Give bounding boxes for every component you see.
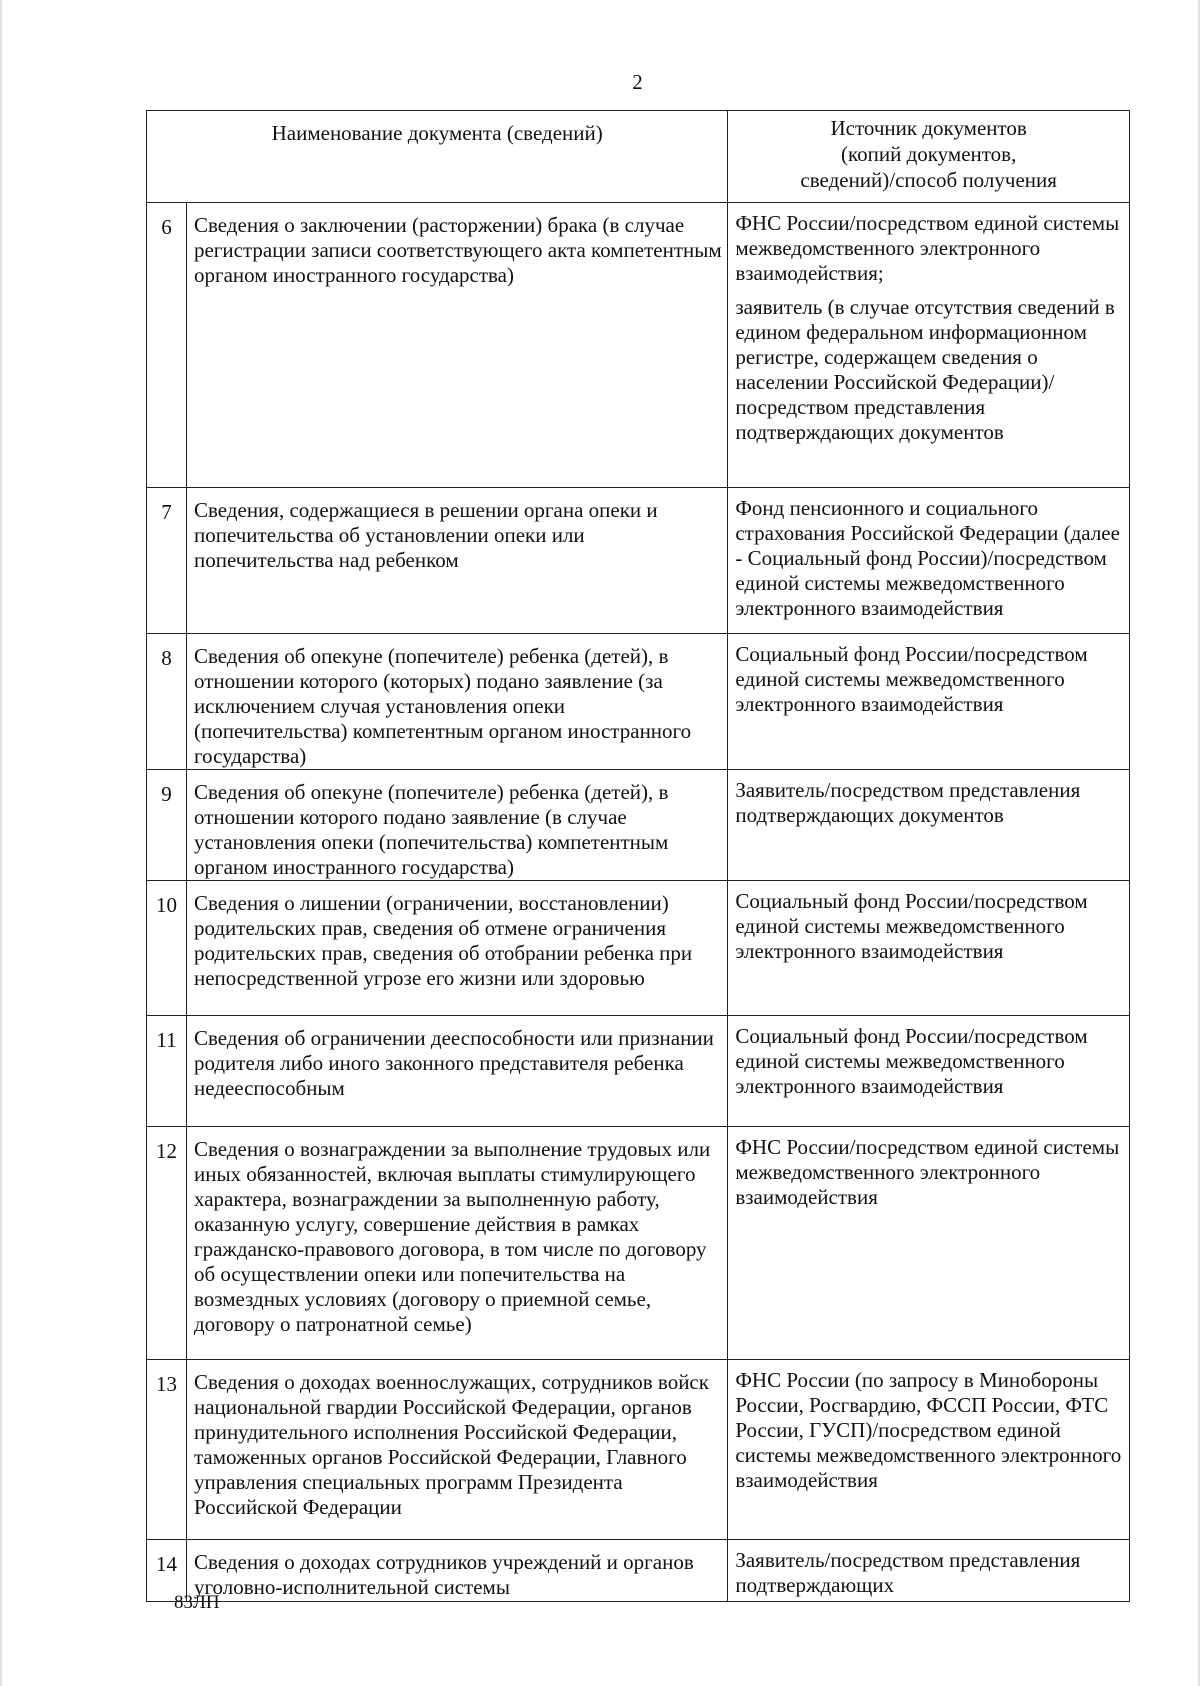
row-number: 12	[147, 1127, 187, 1360]
row-number: 13	[147, 1360, 187, 1540]
row-number: 11	[147, 1016, 187, 1127]
document-source-cell	[728, 1540, 1130, 1602]
row-number: 7	[147, 488, 187, 634]
source-paragraph: Фонд пенсионного и социального страхования Российской Федерации (далее - Социальный фонд России)/посредством единой системы межведомственного электронного взаимодействия	[735, 496, 1120, 620]
document-source-cell	[728, 770, 1130, 881]
source-paragraph: Социальный фонд России/посредством единой системы межведомственного электронного взаимодействия	[735, 1024, 1088, 1098]
source-paragraph: Социальный фонд России/посредством единой системы межведомственного электронного взаимодействия	[735, 642, 1088, 716]
page-number: 2	[632, 70, 643, 94]
document-name-cell: Сведения о лишении (ограничении, восстановлении) родительских прав, сведения об отмене ограничения родительских прав, сведения об отобрании ребенка при непосредственной угрозе его жизни или здоровью	[186, 881, 727, 1016]
source-paragraph: заявитель (в случае отсутствия сведений в едином федеральном информационном регистре, содержащем сведения о населении Российской Федерации)/посредством представления подтверждающих документов	[735, 295, 1115, 444]
source-paragraph: Заявитель/посредством представления подтверждающих	[735, 1548, 1081, 1597]
row-number: 10	[147, 881, 187, 1016]
header-source-column	[728, 111, 1130, 203]
table-body	[147, 203, 1130, 1602]
header-name-column: Наименование документа (сведений)	[147, 111, 728, 203]
row-number: 14	[147, 1540, 187, 1602]
document-source-cell	[728, 634, 1130, 770]
documents-table	[146, 110, 1130, 1602]
source-paragraph: ФНС России/посредством единой системы межведомственного электронного взаимодействия;	[735, 211, 1120, 285]
document-code: 83ЛП	[174, 1592, 220, 1613]
source-paragraph: Социальный фонд России/посредством единой системы межведомственного электронного взаимодействия	[735, 889, 1088, 963]
table-row	[147, 634, 1130, 770]
scan-edge-left	[0, 0, 3, 1686]
document-source-cell	[728, 1360, 1130, 1540]
document-source-cell	[728, 1016, 1130, 1127]
row-number: 9	[147, 770, 187, 881]
document-name-cell: Сведения о доходах военнослужащих, сотрудников войск национальной гвардии Российской Федерации, органов принудительного исполнения Российской Федерации, таможенных органов Российской Федерации, Главного управления специальных программ Президента Российской Федерации	[186, 1360, 727, 1540]
table-row	[147, 1540, 1130, 1602]
source-paragraph: ФНС России/посредством единой системы межведомственного электронного взаимодействия	[735, 1135, 1120, 1209]
table-row	[147, 203, 1130, 488]
header-source-line: сведений)/способ получения	[800, 168, 1057, 192]
table-header-row	[147, 111, 1130, 203]
table-row	[147, 881, 1130, 1016]
source-paragraph: Заявитель/посредством представления подтверждающих документов	[735, 778, 1081, 827]
table-row	[147, 488, 1130, 634]
table-row	[147, 1127, 1130, 1360]
table-row	[147, 1360, 1130, 1540]
document-name-cell: Сведения об опекуне (попечителе) ребенка (детей), в отношении которого (которых) подано заявление (за исключением случая установления опеки (попечительства) компетентным органом иностранного государства)	[186, 634, 727, 770]
document-source-cell	[728, 203, 1130, 488]
header-source-line: Источник документов	[830, 116, 1027, 140]
document-name-cell: Сведения о заключении (расторжении) брака (в случае регистрации записи соответствующего акта компетентным органом иностранного государства)	[186, 203, 727, 488]
document-name-cell: Сведения о доходах сотрудников учреждений и органов уголовно-исполнительной системы	[186, 1540, 727, 1602]
table-row	[147, 1016, 1130, 1127]
document-source-cell	[728, 1127, 1130, 1360]
row-number: 6	[147, 203, 187, 488]
document-name-cell: Сведения об ограничении дееспособности или признании родителя либо иного законного представителя ребенка недееспособным	[186, 1016, 727, 1127]
document-source-cell	[728, 881, 1130, 1016]
row-number: 8	[147, 634, 187, 770]
document-source-cell	[728, 488, 1130, 634]
document-name-cell: Сведения об опекуне (попечителе) ребенка (детей), в отношении которого подано заявление (в случае установления опеки (попечительства) компетентным органом иностранного государства)	[186, 770, 727, 881]
document-name-cell: Сведения о вознаграждении за выполнение трудовых или иных обязанностей, включая выплаты стимулирующего характера, вознаграждении за выполненную работу, оказанную услугу, совершение действия в рамках гражданско-правового договора, в том числе по договору об осуществлении опеки или попечительства на возмездных условиях (договору о приемной семье, договору о патронатной семье)	[186, 1127, 727, 1360]
source-paragraph: ФНС России (по запросу в Минобороны России, Росгвардию, ФССП России, ФТС России, ГУСП)/посредством единой системы межведомственного электронного взаимодействия	[735, 1368, 1122, 1492]
table-row	[147, 770, 1130, 881]
header-source-line: (копий документов,	[841, 142, 1017, 166]
document-name-cell: Сведения, содержащиеся в решении органа опеки и попечительства об установлении опеки или попечительства над ребенком	[186, 488, 727, 634]
